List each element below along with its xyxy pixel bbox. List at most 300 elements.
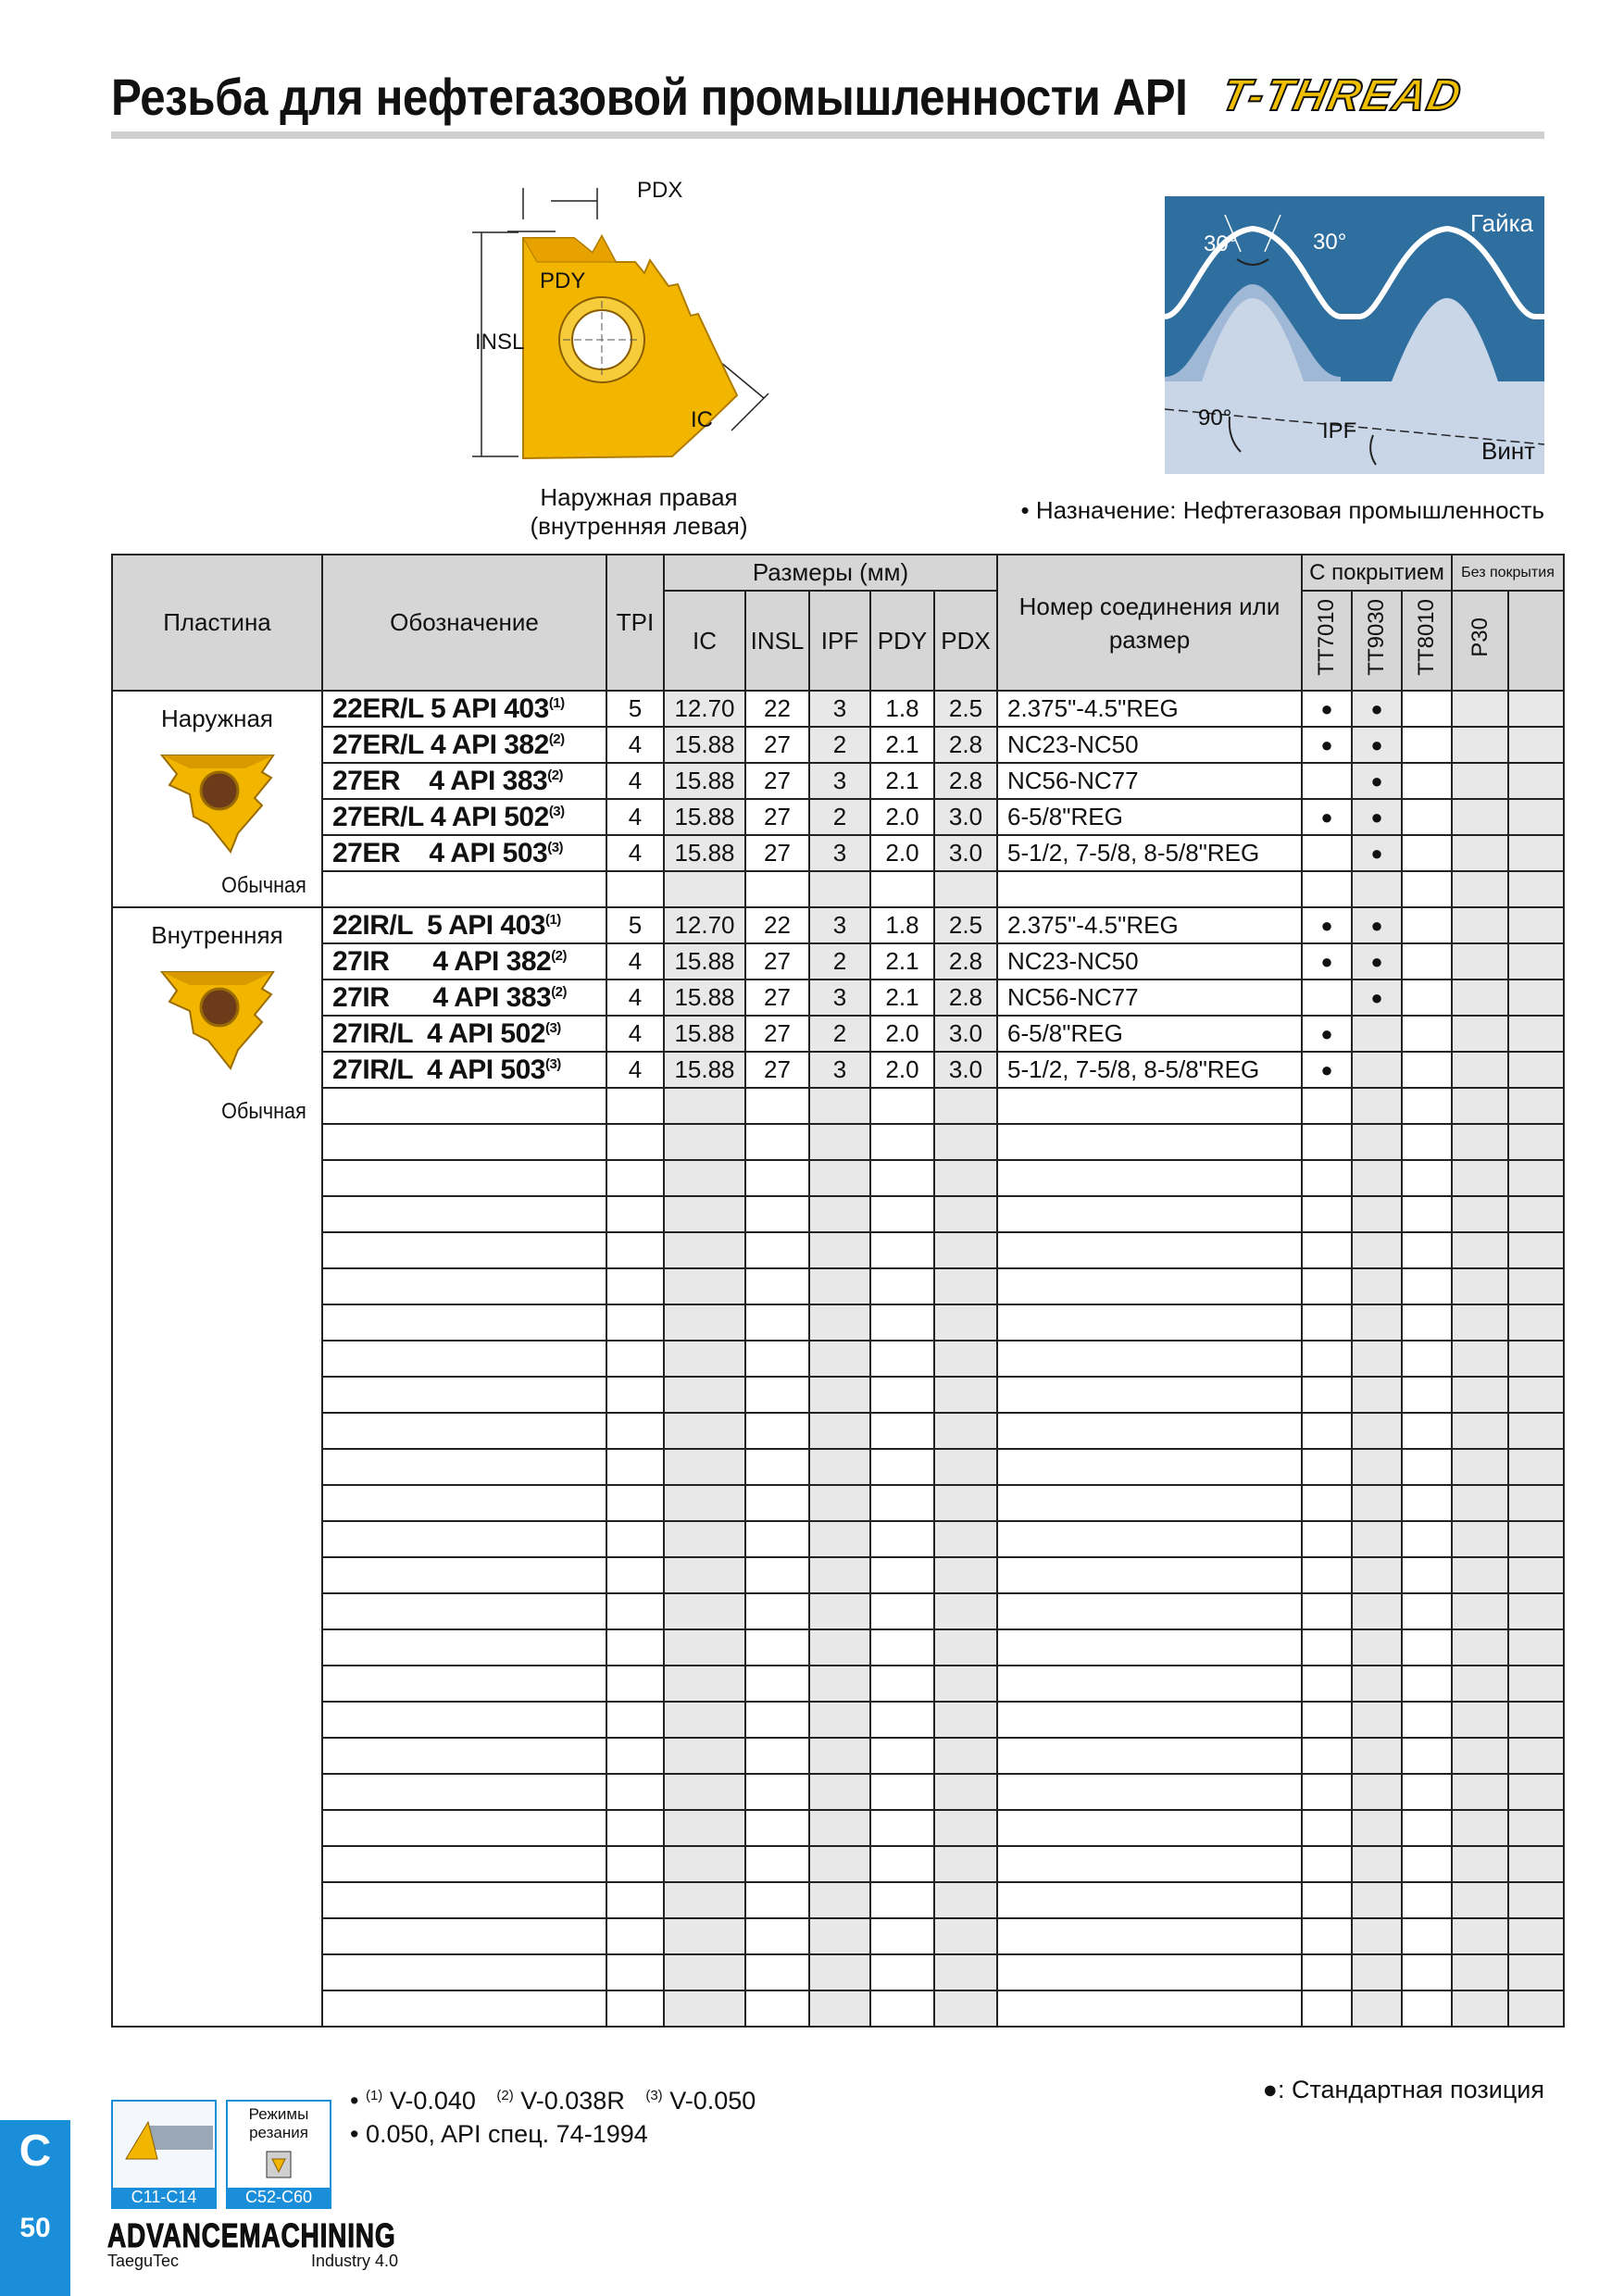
pdx-cell bbox=[934, 1666, 997, 1702]
grade-cell bbox=[1452, 1052, 1508, 1088]
pdx-cell bbox=[934, 1268, 997, 1304]
external-insert-icon bbox=[153, 737, 282, 857]
table-row bbox=[112, 1485, 1564, 1521]
tpi-cell: 4 bbox=[606, 1016, 664, 1052]
ic-cell: 15.88 bbox=[664, 980, 745, 1016]
cutting-conditions-badge[interactable] bbox=[226, 2100, 331, 2209]
tpi-cell: 4 bbox=[606, 763, 664, 799]
ic-cell bbox=[664, 1160, 745, 1196]
grade-cell bbox=[1352, 1485, 1402, 1521]
grade-cell bbox=[1352, 1196, 1402, 1232]
tpi-cell bbox=[606, 1557, 664, 1593]
grade-cell bbox=[1352, 1268, 1402, 1304]
header-ipf: IPF bbox=[809, 591, 870, 691]
pdx-cell bbox=[934, 1377, 997, 1413]
pdy-cell bbox=[870, 1268, 934, 1304]
header-grade-0-label: TT7010 bbox=[1314, 599, 1339, 676]
pdx-cell: 3.0 bbox=[934, 1052, 997, 1088]
spare-cell bbox=[1508, 1124, 1564, 1160]
ic-cell bbox=[664, 1485, 745, 1521]
grade-cell bbox=[1402, 1485, 1452, 1521]
standard-text: : Стандартная позиция bbox=[1277, 2076, 1544, 2103]
header-uncoated: Без покрытия bbox=[1452, 555, 1564, 591]
tpi-cell bbox=[606, 1268, 664, 1304]
footnote-3-text: V-0.050 bbox=[662, 2087, 756, 2115]
footnote-3-mark: (3) bbox=[645, 2088, 663, 2103]
tpi-cell bbox=[606, 1882, 664, 1918]
section-letter: C bbox=[19, 2127, 52, 2176]
grade-cell bbox=[1452, 835, 1508, 871]
grade-cell bbox=[1352, 1377, 1402, 1413]
footnote-2-mark: (2) bbox=[496, 2088, 514, 2103]
insl-cell bbox=[745, 871, 809, 907]
pdx-cell bbox=[934, 1088, 997, 1124]
designation-text: 27ER/L 4 API 382 bbox=[332, 729, 549, 760]
conn-cell bbox=[997, 1124, 1302, 1160]
table-row bbox=[112, 980, 1564, 1016]
designation-cell bbox=[322, 1232, 606, 1268]
spare-cell bbox=[1508, 727, 1564, 763]
pdy-cell bbox=[870, 1629, 934, 1666]
conn-cell: NC23-NC50 bbox=[997, 727, 1302, 763]
logo-sub-right: Industry 4.0 bbox=[311, 2252, 399, 2270]
grade-cell bbox=[1402, 1774, 1452, 1810]
grade-cell bbox=[1452, 1341, 1508, 1377]
external-plate-type: Обычная bbox=[221, 873, 306, 898]
pdx-cell: 3.0 bbox=[934, 835, 997, 871]
header-grade-spare bbox=[1508, 591, 1564, 691]
table-row bbox=[112, 691, 1564, 727]
ic-cell bbox=[664, 1413, 745, 1449]
conn-cell bbox=[997, 1629, 1302, 1666]
insl-cell: 27 bbox=[745, 763, 809, 799]
tpi-cell: 4 bbox=[606, 835, 664, 871]
conn-cell bbox=[997, 1557, 1302, 1593]
grade-cell bbox=[1352, 1918, 1402, 1954]
conn-cell bbox=[997, 1160, 1302, 1196]
header-pdy: PDY bbox=[870, 591, 934, 691]
grade-cell bbox=[1352, 1341, 1402, 1377]
ipf-cell bbox=[809, 1304, 870, 1341]
grade-cell: ● bbox=[1302, 691, 1352, 727]
insert-caption-line1: Наружная правая bbox=[540, 483, 738, 511]
grade-cell bbox=[1452, 1088, 1508, 1124]
internal-plate-label: Внутренняя bbox=[151, 921, 283, 949]
ipf-cell bbox=[809, 1810, 870, 1846]
ic-label: IC bbox=[691, 407, 713, 432]
table-row bbox=[112, 1702, 1564, 1738]
insl-cell: 27 bbox=[745, 1052, 809, 1088]
conn-cell bbox=[997, 1521, 1302, 1557]
grade-cell bbox=[1352, 1738, 1402, 1774]
pdy-cell: 1.8 bbox=[870, 907, 934, 943]
pdx-cell bbox=[934, 1738, 997, 1774]
ic-cell bbox=[664, 1341, 745, 1377]
grade-cell bbox=[1302, 1593, 1352, 1629]
grade-cell bbox=[1402, 727, 1452, 763]
angle-90-label: 90° bbox=[1198, 406, 1232, 430]
grade-cell: ● bbox=[1352, 943, 1402, 980]
designation-text: 27IR 4 API 382 bbox=[332, 945, 552, 977]
table-row bbox=[112, 1196, 1564, 1232]
grade-cell: ● bbox=[1302, 907, 1352, 943]
ipf-cell bbox=[809, 1666, 870, 1702]
designation-text: 27ER/L 4 API 502 bbox=[332, 801, 549, 832]
table-row bbox=[112, 763, 1564, 799]
insl-cell bbox=[745, 1846, 809, 1882]
spare-cell bbox=[1508, 1160, 1564, 1196]
header-grade-0 bbox=[1302, 591, 1352, 691]
insl-label: INSL bbox=[475, 330, 525, 355]
grade-cell bbox=[1452, 1449, 1508, 1485]
grade-cell bbox=[1452, 1702, 1508, 1738]
ipf-cell bbox=[809, 1268, 870, 1304]
spare-cell bbox=[1508, 1738, 1564, 1774]
grade-cell bbox=[1402, 1124, 1452, 1160]
insl-cell bbox=[745, 1413, 809, 1449]
ic-cell bbox=[664, 1557, 745, 1593]
conn-cell: 6-5/8"REG bbox=[997, 1016, 1302, 1052]
table-row bbox=[112, 1954, 1564, 1990]
pdy-cell bbox=[870, 1810, 934, 1846]
grade-cell bbox=[1402, 980, 1452, 1016]
conn-cell bbox=[997, 1377, 1302, 1413]
conn-cell bbox=[997, 1232, 1302, 1268]
grade-cell bbox=[1452, 1846, 1508, 1882]
insl-cell: 27 bbox=[745, 835, 809, 871]
grade-cell bbox=[1352, 1954, 1402, 1990]
spare-cell bbox=[1508, 1918, 1564, 1954]
header-connection-line1: Номер соединения или bbox=[1018, 592, 1280, 620]
header-ic: IC bbox=[664, 591, 745, 691]
insl-cell bbox=[745, 1810, 809, 1846]
table-row bbox=[112, 1232, 1564, 1268]
grade-cell bbox=[1302, 1810, 1352, 1846]
grade-cell bbox=[1452, 1232, 1508, 1268]
angle-left-label: 30° bbox=[1204, 231, 1238, 256]
insl-cell bbox=[745, 1990, 809, 2027]
pdx-cell bbox=[934, 1629, 997, 1666]
ic-cell: 12.70 bbox=[664, 907, 745, 943]
grade-cell bbox=[1402, 1232, 1452, 1268]
brand-logo: T-THREAD bbox=[1217, 71, 1468, 120]
pdy-cell: 2.1 bbox=[870, 763, 934, 799]
designation-cell bbox=[322, 691, 606, 727]
spare-cell bbox=[1508, 1774, 1564, 1810]
ipf-cell: 3 bbox=[809, 691, 870, 727]
insl-cell bbox=[745, 1629, 809, 1666]
pdx-cell: 2.8 bbox=[934, 727, 997, 763]
ipf-cell bbox=[809, 1521, 870, 1557]
footnotes-line2: • 0.050, API спец. 74-1994 bbox=[350, 2120, 648, 2148]
ic-cell bbox=[664, 1990, 745, 2027]
grade-cell bbox=[1452, 1304, 1508, 1341]
grade-cell bbox=[1452, 1124, 1508, 1160]
table-row bbox=[112, 943, 1564, 980]
ipf-cell bbox=[809, 1774, 870, 1810]
ic-cell bbox=[664, 1702, 745, 1738]
grade-cell: ● bbox=[1302, 1052, 1352, 1088]
table-row bbox=[112, 1160, 1564, 1196]
pdx-cell bbox=[934, 1341, 997, 1377]
spare-cell bbox=[1508, 1088, 1564, 1124]
pdx-cell bbox=[934, 1521, 997, 1557]
designation-text: 27IR/L 4 API 502 bbox=[332, 1017, 545, 1049]
grade-cell bbox=[1452, 1413, 1508, 1449]
grade-cell bbox=[1352, 1990, 1402, 2027]
grade-cell bbox=[1352, 1557, 1402, 1593]
grade-cell bbox=[1402, 1846, 1452, 1882]
grade-cell bbox=[1402, 1304, 1452, 1341]
insert-caption-line2: (внутренняя левая) bbox=[530, 512, 748, 540]
cutting-conditions-title-line2: резания bbox=[249, 2124, 308, 2141]
pdy-cell: 2.1 bbox=[870, 727, 934, 763]
ic-cell: 12.70 bbox=[664, 691, 745, 727]
tpi-cell bbox=[606, 871, 664, 907]
title-rule bbox=[111, 131, 1544, 139]
pdy-cell: 2.0 bbox=[870, 835, 934, 871]
grade-cell bbox=[1352, 1521, 1402, 1557]
pdx-cell bbox=[934, 1160, 997, 1196]
table-row bbox=[112, 1052, 1564, 1088]
pdy-cell bbox=[870, 1449, 934, 1485]
designation-footnote: (2) bbox=[551, 983, 568, 1000]
conn-cell: 5-1/2, 7-5/8, 8-5/8"REG bbox=[997, 1052, 1302, 1088]
pdy-cell bbox=[870, 1232, 934, 1268]
grade-cell bbox=[1402, 1160, 1452, 1196]
insl-cell: 27 bbox=[745, 980, 809, 1016]
pdy-cell bbox=[870, 1738, 934, 1774]
tpi-cell bbox=[606, 1232, 664, 1268]
designation-cell bbox=[322, 1268, 606, 1304]
footnote-2-text: V-0.038R bbox=[513, 2087, 625, 2115]
pdy-cell bbox=[870, 1377, 934, 1413]
insl-cell bbox=[745, 1124, 809, 1160]
designation-cell bbox=[322, 727, 606, 763]
grade-cell bbox=[1452, 1521, 1508, 1557]
grade-cell bbox=[1452, 1557, 1508, 1593]
pdy-cell bbox=[870, 1413, 934, 1449]
legend-standard bbox=[1157, 2076, 1544, 2104]
tpi-cell bbox=[606, 1521, 664, 1557]
conn-cell: NC23-NC50 bbox=[997, 943, 1302, 980]
footnote-1-text: V-0.040 bbox=[382, 2087, 476, 2115]
grade-cell bbox=[1452, 1774, 1508, 1810]
designation-cell bbox=[322, 1810, 606, 1846]
grade-cell bbox=[1402, 1268, 1452, 1304]
tpi-cell: 5 bbox=[606, 691, 664, 727]
designation-cell bbox=[322, 1593, 606, 1629]
grade-cell: ● bbox=[1302, 727, 1352, 763]
pdx-cell bbox=[934, 1304, 997, 1341]
pdx-cell bbox=[934, 1990, 997, 2027]
pdy-cell bbox=[870, 1882, 934, 1918]
header-tpi: TPI bbox=[606, 555, 664, 691]
ic-cell bbox=[664, 1377, 745, 1413]
grade-cell bbox=[1402, 1666, 1452, 1702]
table-row bbox=[112, 1666, 1564, 1702]
conn-cell bbox=[997, 1918, 1302, 1954]
pdy-cell bbox=[870, 1196, 934, 1232]
conn-cell bbox=[997, 1666, 1302, 1702]
grade-cell bbox=[1402, 1629, 1452, 1666]
grade-cell bbox=[1402, 907, 1452, 943]
grade-cell bbox=[1302, 1846, 1352, 1882]
ipf-cell bbox=[809, 1954, 870, 1990]
grade-cell bbox=[1352, 1124, 1402, 1160]
toolholder-badge[interactable] bbox=[111, 2100, 217, 2209]
header-grade-3-label: P30 bbox=[1467, 618, 1493, 657]
designation-cell bbox=[322, 871, 606, 907]
conn-cell bbox=[997, 871, 1302, 907]
pdx-cell: 3.0 bbox=[934, 1016, 997, 1052]
pdx-cell bbox=[934, 1774, 997, 1810]
designation-cell bbox=[322, 835, 606, 871]
designation-cell bbox=[322, 1377, 606, 1413]
conn-cell: 5-1/2, 7-5/8, 8-5/8"REG bbox=[997, 835, 1302, 871]
grade-cell bbox=[1452, 1810, 1508, 1846]
table-row bbox=[112, 907, 1564, 943]
tpi-cell: 4 bbox=[606, 980, 664, 1016]
grade-cell bbox=[1452, 1268, 1508, 1304]
spare-cell bbox=[1508, 907, 1564, 943]
spare-cell bbox=[1508, 1016, 1564, 1052]
insert-caption bbox=[481, 483, 796, 541]
pdy-label: PDY bbox=[540, 268, 586, 293]
tpi-cell bbox=[606, 1196, 664, 1232]
spare-cell bbox=[1508, 1990, 1564, 2027]
conn-cell bbox=[997, 1774, 1302, 1810]
grade-cell bbox=[1302, 1268, 1352, 1304]
header-pdx: PDX bbox=[934, 591, 997, 691]
pdx-label: PDX bbox=[637, 178, 683, 203]
spare-cell bbox=[1508, 1810, 1564, 1846]
ic-cell bbox=[664, 1593, 745, 1629]
grade-cell: ● bbox=[1352, 691, 1402, 727]
table-row bbox=[112, 799, 1564, 835]
pdx-cell bbox=[934, 1449, 997, 1485]
grade-cell bbox=[1302, 1521, 1352, 1557]
spare-cell bbox=[1508, 1304, 1564, 1341]
designation-footnote: (2) bbox=[548, 730, 565, 747]
pdy-cell bbox=[870, 1557, 934, 1593]
grade-cell bbox=[1352, 1702, 1402, 1738]
designation-footnote: (3) bbox=[547, 839, 564, 855]
designation-cell bbox=[322, 1124, 606, 1160]
pdy-cell bbox=[870, 1160, 934, 1196]
grade-cell bbox=[1302, 1124, 1352, 1160]
tpi-cell bbox=[606, 1160, 664, 1196]
designation-cell bbox=[322, 1882, 606, 1918]
spare-cell bbox=[1508, 1882, 1564, 1918]
pdx-cell bbox=[934, 1232, 997, 1268]
designation-footnote: (2) bbox=[547, 767, 564, 783]
table-row bbox=[112, 1088, 1564, 1124]
table-row bbox=[112, 1557, 1564, 1593]
designation-cell bbox=[322, 799, 606, 835]
angle-right-label: 30° bbox=[1313, 230, 1347, 255]
designation-footnote: (1) bbox=[544, 911, 561, 928]
grade-cell bbox=[1402, 1557, 1452, 1593]
grade-cell bbox=[1402, 799, 1452, 835]
pdy-cell bbox=[870, 1521, 934, 1557]
table-row bbox=[112, 727, 1564, 763]
cutting-conditions-title-line1: Режимы bbox=[248, 2105, 309, 2123]
plate-group-external bbox=[112, 691, 322, 907]
designation-text: 27ER 4 API 383 bbox=[332, 765, 548, 796]
ic-cell: 15.88 bbox=[664, 799, 745, 835]
grade-cell bbox=[1352, 1088, 1402, 1124]
designation-cell bbox=[322, 1702, 606, 1738]
spare-cell bbox=[1508, 763, 1564, 799]
table-row bbox=[112, 1774, 1564, 1810]
ipf-cell bbox=[809, 1882, 870, 1918]
table-row bbox=[112, 1449, 1564, 1485]
header-plate: Пластина bbox=[112, 555, 322, 691]
tpi-cell bbox=[606, 1629, 664, 1666]
grade-cell bbox=[1302, 871, 1352, 907]
pdy-cell: 2.0 bbox=[870, 1016, 934, 1052]
spare-cell bbox=[1508, 1449, 1564, 1485]
section-tab[interactable] bbox=[0, 2120, 70, 2296]
insl-cell bbox=[745, 1377, 809, 1413]
grade-cell: ● bbox=[1352, 835, 1402, 871]
tpi-cell: 5 bbox=[606, 907, 664, 943]
spare-cell bbox=[1508, 1232, 1564, 1268]
insl-cell: 22 bbox=[745, 907, 809, 943]
ipf-cell bbox=[809, 1738, 870, 1774]
tpi-cell bbox=[606, 1738, 664, 1774]
designation-footnote: (2) bbox=[551, 947, 568, 964]
insl-cell bbox=[745, 1918, 809, 1954]
ipf-cell bbox=[809, 1629, 870, 1666]
conn-cell bbox=[997, 1341, 1302, 1377]
grade-cell bbox=[1452, 1990, 1508, 2027]
grade-cell bbox=[1452, 1160, 1508, 1196]
conn-cell bbox=[997, 1738, 1302, 1774]
grade-cell: ● bbox=[1352, 763, 1402, 799]
pdx-cell bbox=[934, 1882, 997, 1918]
grade-cell bbox=[1352, 1232, 1402, 1268]
spare-cell bbox=[1508, 1268, 1564, 1304]
insl-cell bbox=[745, 1232, 809, 1268]
spare-cell bbox=[1508, 799, 1564, 835]
grade-cell bbox=[1352, 1593, 1402, 1629]
ipf-cell bbox=[809, 1918, 870, 1954]
conn-cell bbox=[997, 1196, 1302, 1232]
insl-cell: 22 bbox=[745, 691, 809, 727]
spare-cell bbox=[1508, 691, 1564, 727]
grade-cell bbox=[1302, 1882, 1352, 1918]
ipf-cell bbox=[809, 1160, 870, 1196]
grade-cell bbox=[1452, 1918, 1508, 1954]
insl-cell: 27 bbox=[745, 727, 809, 763]
grade-cell bbox=[1302, 1954, 1352, 1990]
grade-cell bbox=[1402, 943, 1452, 980]
spare-cell bbox=[1508, 1557, 1564, 1593]
header-coated: С покрытием bbox=[1302, 555, 1452, 591]
grade-cell bbox=[1452, 1377, 1508, 1413]
spare-cell bbox=[1508, 1666, 1564, 1702]
grade-cell bbox=[1452, 1954, 1508, 1990]
table-row bbox=[112, 1882, 1564, 1918]
tpi-cell bbox=[606, 1666, 664, 1702]
insl-cell bbox=[745, 1738, 809, 1774]
grade-cell bbox=[1402, 871, 1452, 907]
pdy-cell bbox=[870, 1124, 934, 1160]
grade-cell bbox=[1402, 1377, 1452, 1413]
ipf-cell bbox=[809, 1449, 870, 1485]
